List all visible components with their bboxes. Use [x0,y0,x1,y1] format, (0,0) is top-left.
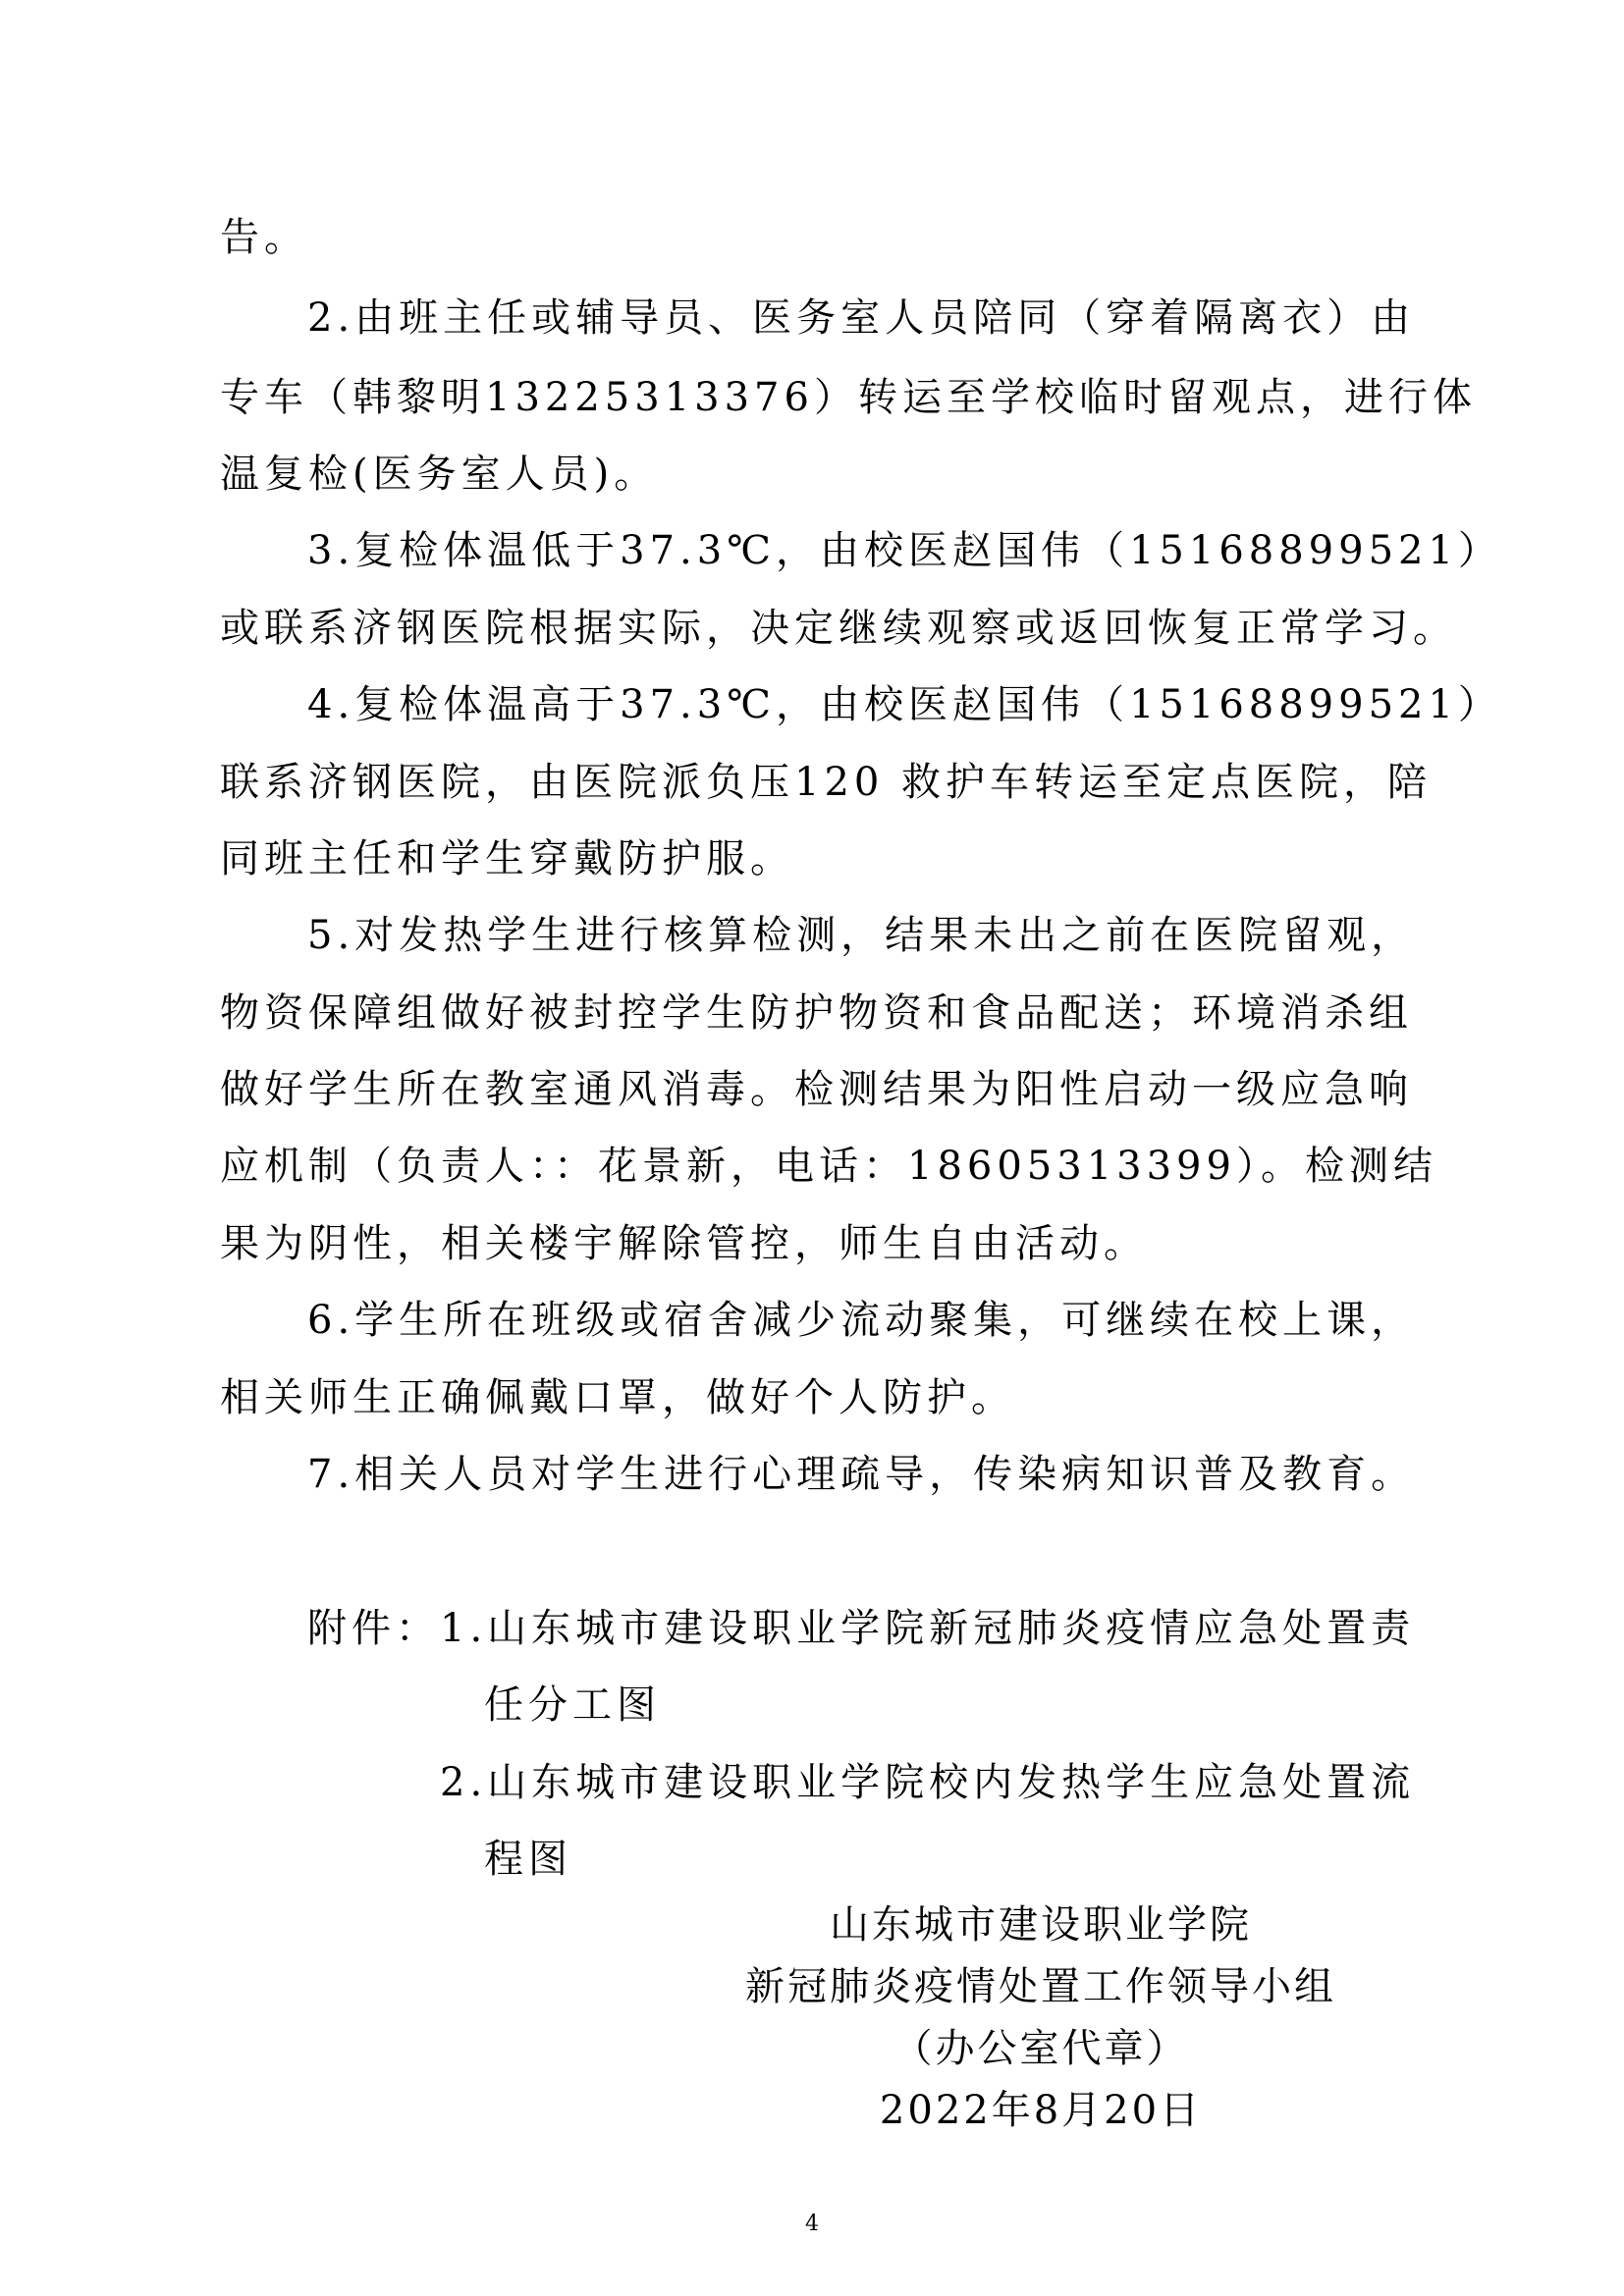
item-2-line-1: 2.由班主任或辅导员、医务室人员陪同（穿着隔离衣）由 [307,295,1416,341]
attachments-label: 附件： [307,1606,440,1651]
item-4-line-3: 同班主任和学生穿戴防护服。 [220,836,794,881]
page-number: 4 [805,2212,819,2236]
item-5-line-3: 做好学生所在教室通风消毒。检测结果为阳性启动一级应急响 [220,1067,1413,1112]
item-6-line-1: 6.学生所在班级或宿舍减少流动聚集，可继续在校上课， [307,1298,1416,1343]
item-3-line-2: 或联系济钢医院根据实际，决定继续观察或返回恢复正常学习。 [220,606,1457,651]
attachment-2-line-2: 程图 [484,1837,572,1882]
item-4-line-1: 4.复检体温高于37.3℃，由校医赵国伟（15168899521） [307,682,1502,727]
signature-seal-note: （办公室代章） [893,2026,1189,2071]
item-2-line-2: 专车（韩黎明13225313376）转运至学校临时留观点，进行体 [220,375,1477,420]
paragraph-continuation-line: 告。 [220,215,308,260]
signature-working-group: 新冠肺炎疫情处置工作领导小组 [745,1964,1336,2009]
signature-organization: 山东城市建设职业学院 [830,1902,1252,1948]
item-2-line-3: 温复检(医务室人员)。 [220,452,659,497]
attachment-2-line-1: 2.山东城市建设职业学院校内发热学生应急处置流 [440,1760,1416,1805]
item-5-line-2: 物资保障组做好被封控学生防护物资和食品配送；环境消杀组 [220,990,1413,1036]
item-5-line-1: 5.对发热学生进行核算检测，结果未出之前在医院留观， [307,913,1416,958]
item-5-line-4: 应机制（负责人：：花景新，电话：18605313399）。检测结 [220,1144,1437,1189]
signature-date: 2022年8月20日 [879,2088,1203,2133]
item-6-line-2: 相关师生正确佩戴口罩，做好个人防护。 [220,1375,1015,1420]
item-3-line-1: 3.复检体温低于37.3℃，由校医赵国伟（15168899521） [307,528,1502,573]
item-5-line-5: 果为阴性，相关楼宇解除管控，师生自由活动。 [220,1221,1148,1266]
item-7-line-1: 7.相关人员对学生进行心理疏导，传染病知识普及教育。 [307,1452,1416,1497]
attachment-1-line-2: 任分工图 [484,1682,661,1728]
attachment-1-line-1: 1.山东城市建设职业学院新冠肺炎疫情应急处置责 [440,1606,1416,1651]
item-4-line-2: 联系济钢医院，由医院派负压120 救护车转运至定点医院，陪 [220,760,1433,805]
